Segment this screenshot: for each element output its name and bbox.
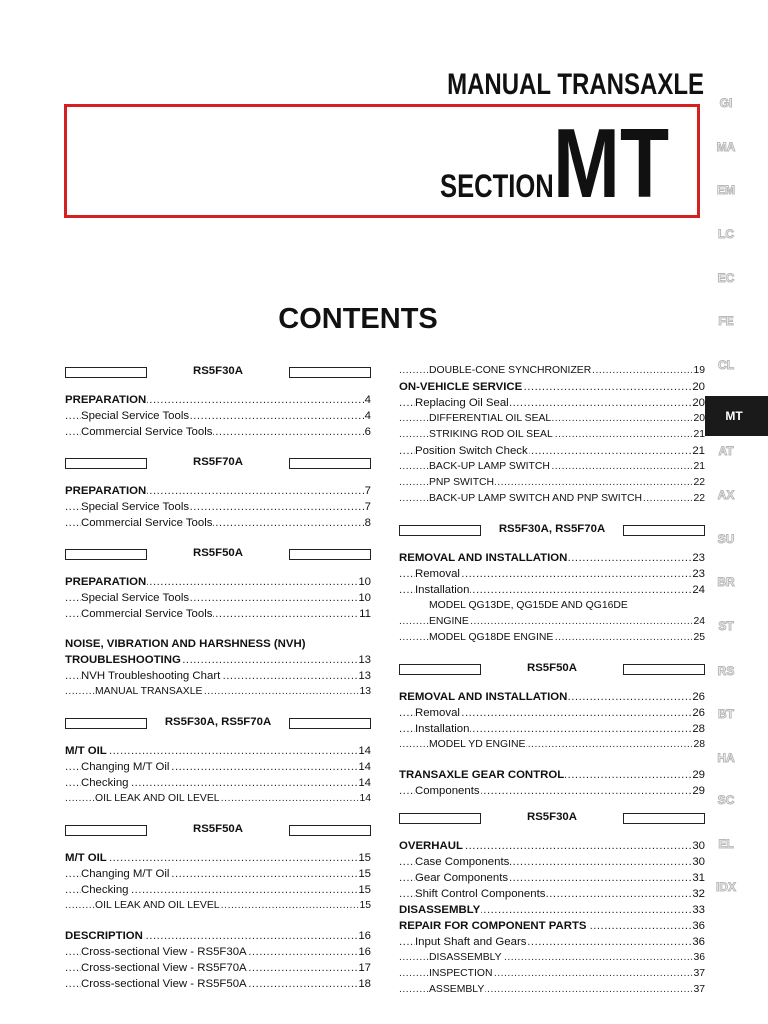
toc-page-number: 33 [692,904,705,916]
toc-entry[interactable] [65,424,371,440]
toc-entry[interactable] [399,966,705,982]
toc-page-number: 28 [692,723,705,735]
toc-page-number: 22 [692,491,705,507]
toc-page-number: 22 [692,475,705,491]
toc-entry[interactable] [399,934,705,950]
toc-page-number: 19 [692,363,705,379]
toc-entry-title: DOUBLE-CONE SYNCHRONIZER [429,365,592,376]
toc-entry[interactable] [65,590,371,606]
toc-entry-heading[interactable] [399,689,705,705]
toc-entry[interactable] [65,882,371,898]
toc-entry[interactable] [399,737,705,753]
toc-entry-title: PREPARATION [65,394,147,406]
toc-entry[interactable] [65,976,371,992]
toc-entry-title: ON-VEHICLE SERVICE [399,381,523,393]
toc-entry-title: PREPARATION [65,485,147,497]
toc-entry-heading[interactable] [65,574,371,590]
toc-entry-title: Special Service Tools [81,410,190,422]
toc-entry-title: Commercial Service Tools [81,517,213,529]
section-label: SECTION [440,168,554,204]
toc-entry-title: Gear Components [415,872,509,884]
toc-entry[interactable] [65,668,371,684]
leader-dots [65,743,371,759]
toc-entry[interactable] [65,960,371,976]
toc-entry-title: Cross-sectional View - RS5F70A [81,962,247,974]
toc-entry[interactable] [399,783,705,799]
toc-entry[interactable] [399,870,705,886]
toc-entry-title: PNP SWITCH [429,477,495,488]
toc-entry[interactable] [65,684,371,700]
section-tab-sc[interactable]: SC [717,793,735,807]
toc-page-number: 14 [358,761,371,773]
section-tab-gi[interactable]: GI [719,96,733,110]
toc-entry-title: PREPARATION [65,576,147,588]
toc-entry-title: OIL LEAK AND OIL LEVEL [95,793,220,804]
toc-entry-title: REPAIR FOR COMPONENT PARTS [399,920,587,932]
toc-entry-title: MODEL QG18DE ENGINE [429,632,554,643]
toc-page-number: 20 [692,397,705,409]
toc-entry-title: TRANSAXLE GEAR CONTROL [399,769,565,781]
toc-page-number: 36 [692,920,705,932]
toc-entry-title: NVH Troubleshooting Chart [81,670,221,682]
toc-entry[interactable] [65,515,371,531]
toc-entry-title: Changing M/T Oil [81,868,170,880]
toc-page-number: 18 [358,978,371,990]
toc-page-number: 37 [692,982,705,998]
toc-group-header: RS5F30A [399,809,705,825]
toc-entry-title: Installation [415,584,470,596]
toc-entry-title: DESCRIPTION [65,930,143,942]
toc-page-number: 29 [692,785,705,797]
section-tab-el[interactable]: EL [718,837,734,851]
toc-entry-heading[interactable] [399,379,705,395]
toc-page-number: 32 [692,888,705,900]
toc-entry[interactable] [65,408,371,424]
toc-page-number: 25 [692,630,705,646]
toc-page-number: 15 [358,884,371,896]
toc-entry-title: Special Service Tools [81,592,190,604]
toc-entry-title: M/T OIL [65,745,107,757]
toc-entry[interactable] [399,411,705,427]
section-tab-br[interactable]: BR [717,575,735,589]
section-tab-st[interactable]: ST [718,619,734,633]
toc-entry-title: Position Switch Check [415,445,528,457]
toc-page-number: 16 [358,946,371,958]
toc-page-number: 24 [692,614,705,630]
toc-page-number: 14 [358,777,371,789]
toc-entry-title: DISASSEMBLY [399,904,481,916]
toc-entry-title: OVERHAUL [399,840,463,852]
toc-page-number: 36 [692,950,705,966]
toc-entry-title: REMOVAL AND INSTALLATION [399,691,568,703]
toc-entry[interactable] [399,443,705,459]
toc-entry-title: Checking [81,777,129,789]
toc-page-number: 13 [358,654,371,666]
toc-page-number: 31 [692,872,705,884]
section-code: MT [553,108,670,218]
toc-page-number: 15 [358,852,371,864]
toc-entry-title: Components [415,785,480,797]
section-tab-ma[interactable]: MA [716,140,736,154]
toc-page-number: 7 [364,501,371,513]
toc-entry-heading[interactable] [399,838,705,854]
section-tab-idx[interactable]: IDX [715,880,736,894]
toc-entry[interactable] [65,866,371,882]
toc-page-number: 4 [364,394,371,406]
toc-page-number: 23 [692,552,705,564]
toc-entry-title: REMOVAL AND INSTALLATION [399,552,568,564]
toc-entry[interactable] [65,791,371,807]
toc-page-number: 30 [692,856,705,868]
toc-entry-heading[interactable] [399,550,705,566]
toc-entry[interactable] [399,630,705,646]
toc-page-number: 21 [692,445,705,457]
toc-entry[interactable] [65,759,371,775]
toc-entry-title: INSPECTION [429,968,493,979]
contents-heading: CONTENTS [278,303,438,335]
toc-entry-title: ASSEMBLY [429,984,485,995]
toc-page-number: 13 [358,670,371,682]
toc-entry-title: ENGINE [429,616,469,627]
toc-page-number: 37 [692,966,705,982]
toc-entry-title: Changing M/T Oil [81,761,170,773]
toc-entry[interactable] [399,950,705,966]
toc-page-number: 13 [358,684,371,700]
toc-entry[interactable] [399,491,705,507]
toc-page-number: 21 [692,459,705,475]
toc-entry-title: BACK-UP LAMP SWITCH [429,461,550,472]
section-tab-fe[interactable]: FE [718,314,734,328]
toc-entry[interactable] [399,721,705,737]
toc-page-number: 14 [358,745,371,757]
toc-entry-heading[interactable] [65,392,371,408]
toc-group-header: RS5F50A [399,660,705,676]
toc-entry[interactable] [65,898,371,914]
toc-group-header: RS5F70A [65,454,371,470]
toc-entry-heading[interactable] [399,902,705,918]
toc-group-header: RS5F30A, RS5F70A [65,714,371,730]
toc-group-header: RS5F50A [65,821,371,837]
toc-entry-title: Cross-sectional View - RS5F30A [81,946,247,958]
toc-entry[interactable] [65,775,371,791]
toc-entry-title: Commercial Service Tools [81,426,213,438]
toc-entry-heading[interactable] [65,483,371,499]
toc-page-number: 4 [364,410,371,422]
toc-entry-title: Removal [415,707,460,719]
section-tab-su[interactable]: SU [717,532,735,546]
section-tab-ha[interactable]: HA [717,751,735,765]
section-tab-bt[interactable]: BT [718,707,734,721]
section-tab-cl[interactable]: CL [718,358,734,372]
toc-entry[interactable] [399,582,705,598]
toc-entry[interactable] [399,363,705,379]
toc-entry-heading[interactable] [399,767,705,783]
toc-group-header: RS5F30A, RS5F70A [399,521,705,537]
toc-entry[interactable] [399,566,705,582]
toc-entry-title: Special Service Tools [81,501,190,513]
toc-entry-title: OIL LEAK AND OIL LEVEL [95,900,220,911]
toc-page-number: 20 [692,381,705,393]
toc-entry-title: Removal [415,568,460,580]
toc-entry-title: MODEL YD ENGINE [429,739,526,750]
toc-entry-title: STRIKING ROD OIL SEAL [429,429,553,440]
toc-entry[interactable] [399,395,705,411]
toc-page-number: 20 [692,411,705,427]
toc-entry[interactable] [399,459,705,475]
toc-entry-heading[interactable] [65,850,371,866]
toc-page-number: 16 [358,930,371,942]
section-tab-rs[interactable]: RS [717,664,735,678]
toc-entry[interactable]: MODEL QG13DE, QG15DE AND QG16DE [429,600,628,611]
toc-entry[interactable] [399,854,705,870]
toc-entry[interactable] [399,886,705,902]
toc-page-number: 28 [692,737,705,753]
toc-entry-heading[interactable] [65,743,371,759]
toc-entry-title: Shift Control Components [415,888,546,900]
toc-page-number: 23 [692,568,705,580]
toc-entry[interactable] [65,944,371,960]
toc-group-header: RS5F50A [65,545,371,561]
toc-entry[interactable] [399,475,705,491]
toc-page-number: 6 [364,426,371,438]
toc-page-number: 21 [692,427,705,443]
toc-entry[interactable] [399,427,705,443]
toc-entry-heading[interactable] [65,652,371,668]
section-tab-mt[interactable]: MT [700,396,768,436]
toc-entry[interactable] [65,499,371,515]
toc-page-number: 8 [364,517,371,529]
toc-entry-title: Input Shaft and Gears [415,936,527,948]
section-tab-ec[interactable]: EC [717,271,735,285]
toc-column-right [399,363,705,998]
section-tab-lc[interactable]: LC [718,227,734,241]
toc-entry[interactable] [65,606,371,622]
toc-entry-title: Cross-sectional View - RS5F50A [81,978,247,990]
toc-page-number: 36 [692,936,705,948]
toc-page-number: 14 [358,791,371,807]
leader-dots [65,850,371,866]
manual-title: MANUAL TRANSAXLE [447,68,704,101]
section-tab-em[interactable]: EM [717,183,735,197]
toc-entry[interactable] [399,982,705,998]
toc-page-number: 15 [358,868,371,880]
toc-column-left [65,363,371,992]
toc-group-header: RS5F30A [65,363,371,379]
toc-page-number: 24 [692,584,705,596]
toc-entry-title: Case Components [415,856,510,868]
toc-entry-title: Commercial Service Tools [81,608,213,620]
toc-page-number: 29 [692,769,705,781]
toc-entry-title: TROUBLESHOOTING [65,654,181,666]
toc-page-number: 17 [358,962,371,974]
toc-entry[interactable] [399,614,705,630]
toc-entry-title: Installation [415,723,470,735]
toc-entry-title: Checking [81,884,129,896]
toc-page-number: 15 [358,898,371,914]
toc-page-number: 10 [358,592,371,604]
toc-entry-heading[interactable] [399,918,705,934]
toc-entry-title: DISASSEMBLY [429,952,502,963]
toc-entry-title: Replacing Oil Seal [415,397,509,409]
toc-page-number: 7 [364,485,371,497]
toc-entry-title: M/T OIL [65,852,107,864]
toc-page-number: 11 [359,608,371,620]
toc-page-number: 26 [692,691,705,703]
section-tab-at[interactable]: AT [718,444,734,458]
toc-page-number: 30 [692,840,705,852]
toc-entry-heading[interactable]: NOISE, VIBRATION AND HARSHNESS (NVH) [65,638,306,650]
section-tab-ax[interactable]: AX [717,488,735,502]
toc-entry-title: DIFFERENTIAL OIL SEAL [429,413,552,424]
toc-entry-title: BACK-UP LAMP SWITCH AND PNP SWITCH [429,493,643,504]
toc-page-number: 26 [692,707,705,719]
toc-page-number: 10 [358,576,371,588]
toc-entry-title: MANUAL TRANSAXLE [95,686,203,697]
toc-entry-heading[interactable] [65,928,371,944]
toc-entry[interactable] [399,705,705,721]
